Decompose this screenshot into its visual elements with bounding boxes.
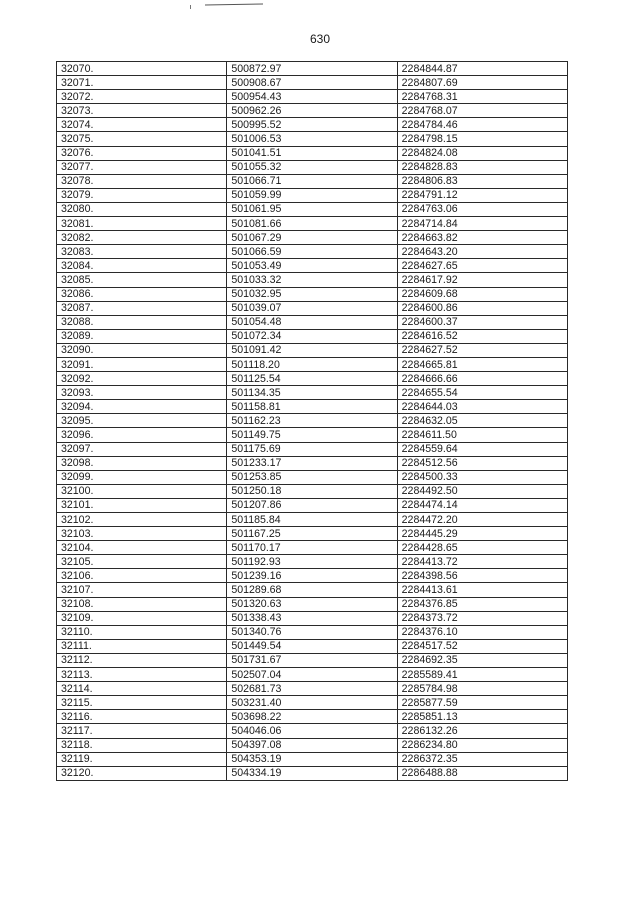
y-coordinate-cell: 2284627.52 bbox=[397, 343, 567, 357]
y-coordinate-cell: 2284714.84 bbox=[397, 217, 567, 231]
table-row bbox=[57, 90, 568, 104]
x-coordinate-cell: 501250.18 bbox=[227, 484, 397, 498]
x-coordinate-cell: 501033.32 bbox=[227, 273, 397, 287]
y-coordinate-cell: 2284500.33 bbox=[397, 470, 567, 484]
point-number-cell: 32079. bbox=[57, 188, 227, 202]
table-row bbox=[57, 484, 568, 498]
y-coordinate-cell: 2286234.80 bbox=[397, 738, 567, 752]
table-row bbox=[57, 625, 568, 639]
x-coordinate-cell: 501006.53 bbox=[227, 132, 397, 146]
y-coordinate-cell: 2284512.56 bbox=[397, 456, 567, 470]
coordinates-table-body bbox=[57, 62, 568, 781]
y-coordinate-cell: 2284517.52 bbox=[397, 639, 567, 653]
point-number-cell: 32116. bbox=[57, 710, 227, 724]
point-number-cell: 32113. bbox=[57, 668, 227, 682]
y-coordinate-cell: 2286488.88 bbox=[397, 766, 567, 780]
x-coordinate-cell: 501338.43 bbox=[227, 611, 397, 625]
y-coordinate-cell: 2284663.82 bbox=[397, 231, 567, 245]
coordinates-table bbox=[56, 61, 568, 781]
x-coordinate-cell: 504046.06 bbox=[227, 724, 397, 738]
y-coordinate-cell: 2284643.20 bbox=[397, 245, 567, 259]
x-coordinate-cell: 501320.63 bbox=[227, 597, 397, 611]
x-coordinate-cell: 503231.40 bbox=[227, 696, 397, 710]
x-coordinate-cell: 501134.35 bbox=[227, 386, 397, 400]
x-coordinate-cell: 501125.54 bbox=[227, 372, 397, 386]
x-coordinate-cell: 501340.76 bbox=[227, 625, 397, 639]
y-coordinate-cell: 2284413.61 bbox=[397, 583, 567, 597]
point-number-cell: 32083. bbox=[57, 245, 227, 259]
point-number-cell: 32097. bbox=[57, 442, 227, 456]
table-row bbox=[57, 541, 568, 555]
point-number-cell: 32104. bbox=[57, 541, 227, 555]
y-coordinate-cell: 2284474.14 bbox=[397, 498, 567, 512]
table-row bbox=[57, 329, 568, 343]
point-number-cell: 32092. bbox=[57, 372, 227, 386]
point-number-cell: 32107. bbox=[57, 583, 227, 597]
table-row bbox=[57, 132, 568, 146]
x-coordinate-cell: 501289.68 bbox=[227, 583, 397, 597]
table-row bbox=[57, 76, 568, 90]
table-row bbox=[57, 442, 568, 456]
table-row bbox=[57, 456, 568, 470]
y-coordinate-cell: 2284824.08 bbox=[397, 146, 567, 160]
point-number-cell: 32070. bbox=[57, 62, 227, 76]
x-coordinate-cell: 501055.32 bbox=[227, 160, 397, 174]
x-coordinate-cell: 501449.54 bbox=[227, 639, 397, 653]
y-coordinate-cell: 2284806.83 bbox=[397, 174, 567, 188]
y-coordinate-cell: 2284768.07 bbox=[397, 104, 567, 118]
table-row bbox=[57, 188, 568, 202]
table-row bbox=[57, 146, 568, 160]
table-row bbox=[57, 414, 568, 428]
point-number-cell: 32076. bbox=[57, 146, 227, 160]
table-row bbox=[57, 245, 568, 259]
y-coordinate-cell: 2284445.29 bbox=[397, 527, 567, 541]
point-number-cell: 32108. bbox=[57, 597, 227, 611]
table-row bbox=[57, 62, 568, 76]
point-number-cell: 32109. bbox=[57, 611, 227, 625]
point-number-cell: 32078. bbox=[57, 174, 227, 188]
table-row bbox=[57, 583, 568, 597]
x-coordinate-cell: 501041.51 bbox=[227, 146, 397, 160]
x-coordinate-cell: 500962.26 bbox=[227, 104, 397, 118]
x-coordinate-cell: 501185.84 bbox=[227, 513, 397, 527]
point-number-cell: 32098. bbox=[57, 456, 227, 470]
table-row bbox=[57, 372, 568, 386]
y-coordinate-cell: 2284376.10 bbox=[397, 625, 567, 639]
y-coordinate-cell: 2285851.13 bbox=[397, 710, 567, 724]
point-number-cell: 32096. bbox=[57, 428, 227, 442]
table-row bbox=[57, 231, 568, 245]
x-coordinate-cell: 501167.25 bbox=[227, 527, 397, 541]
x-coordinate-cell: 500908.67 bbox=[227, 76, 397, 90]
point-number-cell: 32072. bbox=[57, 90, 227, 104]
x-coordinate-cell: 500995.52 bbox=[227, 118, 397, 132]
x-coordinate-cell: 503698.22 bbox=[227, 710, 397, 724]
y-coordinate-cell: 2284784.46 bbox=[397, 118, 567, 132]
scan-artifact-tick bbox=[190, 5, 191, 9]
x-coordinate-cell: 501731.67 bbox=[227, 653, 397, 667]
point-number-cell: 32071. bbox=[57, 76, 227, 90]
y-coordinate-cell: 2284398.56 bbox=[397, 569, 567, 583]
point-number-cell: 32100. bbox=[57, 484, 227, 498]
x-coordinate-cell: 501162.23 bbox=[227, 414, 397, 428]
x-coordinate-cell: 501149.75 bbox=[227, 428, 397, 442]
table-row bbox=[57, 273, 568, 287]
table-row bbox=[57, 724, 568, 738]
x-coordinate-cell: 501091.42 bbox=[227, 343, 397, 357]
x-coordinate-cell: 501192.93 bbox=[227, 555, 397, 569]
y-coordinate-cell: 2284376.85 bbox=[397, 597, 567, 611]
y-coordinate-cell: 2284768.31 bbox=[397, 90, 567, 104]
point-number-cell: 32112. bbox=[57, 653, 227, 667]
x-coordinate-cell: 501081.66 bbox=[227, 217, 397, 231]
y-coordinate-cell: 2284627.65 bbox=[397, 259, 567, 273]
y-coordinate-cell: 2284472.20 bbox=[397, 513, 567, 527]
point-number-cell: 32087. bbox=[57, 301, 227, 315]
y-coordinate-cell: 2284492.50 bbox=[397, 484, 567, 498]
x-coordinate-cell: 501253.85 bbox=[227, 470, 397, 484]
y-coordinate-cell: 2284600.37 bbox=[397, 315, 567, 329]
point-number-cell: 32106. bbox=[57, 569, 227, 583]
table-row bbox=[57, 357, 568, 371]
page-number: 630 bbox=[309, 32, 331, 46]
point-number-cell: 32073. bbox=[57, 104, 227, 118]
y-coordinate-cell: 2285589.41 bbox=[397, 668, 567, 682]
x-coordinate-cell: 501233.17 bbox=[227, 456, 397, 470]
y-coordinate-cell: 2286132.26 bbox=[397, 724, 567, 738]
point-number-cell: 32084. bbox=[57, 259, 227, 273]
y-coordinate-cell: 2284692.35 bbox=[397, 653, 567, 667]
point-number-cell: 32110. bbox=[57, 625, 227, 639]
point-number-cell: 32091. bbox=[57, 357, 227, 371]
x-coordinate-cell: 501039.07 bbox=[227, 301, 397, 315]
y-coordinate-cell: 2284828.83 bbox=[397, 160, 567, 174]
table-row bbox=[57, 766, 568, 780]
point-number-cell: 32074. bbox=[57, 118, 227, 132]
point-number-cell: 32102. bbox=[57, 513, 227, 527]
table-row bbox=[57, 513, 568, 527]
point-number-cell: 32077. bbox=[57, 160, 227, 174]
y-coordinate-cell: 2286372.35 bbox=[397, 752, 567, 766]
table-row bbox=[57, 696, 568, 710]
table-row bbox=[57, 639, 568, 653]
x-coordinate-cell: 504353.19 bbox=[227, 752, 397, 766]
point-number-cell: 32111. bbox=[57, 639, 227, 653]
x-coordinate-cell: 501170.17 bbox=[227, 541, 397, 555]
table-row bbox=[57, 217, 568, 231]
table-row bbox=[57, 287, 568, 301]
x-coordinate-cell: 500872.97 bbox=[227, 62, 397, 76]
x-coordinate-cell: 501067.29 bbox=[227, 231, 397, 245]
y-coordinate-cell: 2284844.87 bbox=[397, 62, 567, 76]
point-number-cell: 32115. bbox=[57, 696, 227, 710]
x-coordinate-cell: 501061.95 bbox=[227, 202, 397, 216]
x-coordinate-cell: 501207.86 bbox=[227, 498, 397, 512]
x-coordinate-cell: 501158.81 bbox=[227, 400, 397, 414]
x-coordinate-cell: 501066.59 bbox=[227, 245, 397, 259]
point-number-cell: 32081. bbox=[57, 217, 227, 231]
y-coordinate-cell: 2284616.52 bbox=[397, 329, 567, 343]
table-row bbox=[57, 710, 568, 724]
point-number-cell: 32088. bbox=[57, 315, 227, 329]
y-coordinate-cell: 2284428.65 bbox=[397, 541, 567, 555]
x-coordinate-cell: 501072.34 bbox=[227, 329, 397, 343]
table-row bbox=[57, 343, 568, 357]
point-number-cell: 32101. bbox=[57, 498, 227, 512]
table-row bbox=[57, 682, 568, 696]
x-coordinate-cell: 501054.48 bbox=[227, 315, 397, 329]
x-coordinate-cell: 501175.69 bbox=[227, 442, 397, 456]
point-number-cell: 32075. bbox=[57, 132, 227, 146]
point-number-cell: 32086. bbox=[57, 287, 227, 301]
table-row bbox=[57, 752, 568, 766]
y-coordinate-cell: 2284373.72 bbox=[397, 611, 567, 625]
table-row bbox=[57, 301, 568, 315]
point-number-cell: 32105. bbox=[57, 555, 227, 569]
table-row bbox=[57, 597, 568, 611]
y-coordinate-cell: 2285784.98 bbox=[397, 682, 567, 696]
x-coordinate-cell: 501032.95 bbox=[227, 287, 397, 301]
x-coordinate-cell: 501066.71 bbox=[227, 174, 397, 188]
table-row bbox=[57, 118, 568, 132]
y-coordinate-cell: 2284632.05 bbox=[397, 414, 567, 428]
table-row bbox=[57, 555, 568, 569]
point-number-cell: 32082. bbox=[57, 231, 227, 245]
table-row bbox=[57, 174, 568, 188]
x-coordinate-cell: 502681.73 bbox=[227, 682, 397, 696]
y-coordinate-cell: 2284655.54 bbox=[397, 386, 567, 400]
table-row bbox=[57, 400, 568, 414]
y-coordinate-cell: 2284611.50 bbox=[397, 428, 567, 442]
table-row bbox=[57, 668, 568, 682]
point-number-cell: 32080. bbox=[57, 202, 227, 216]
x-coordinate-cell: 501059.99 bbox=[227, 188, 397, 202]
point-number-cell: 32117. bbox=[57, 724, 227, 738]
y-coordinate-cell: 2284617.92 bbox=[397, 273, 567, 287]
point-number-cell: 32085. bbox=[57, 273, 227, 287]
table-row bbox=[57, 569, 568, 583]
table-row bbox=[57, 738, 568, 752]
table-row bbox=[57, 653, 568, 667]
table-row bbox=[57, 386, 568, 400]
y-coordinate-cell: 2284807.69 bbox=[397, 76, 567, 90]
point-number-cell: 32090. bbox=[57, 343, 227, 357]
point-number-cell: 32093. bbox=[57, 386, 227, 400]
x-coordinate-cell: 501118.20 bbox=[227, 357, 397, 371]
point-number-cell: 32099. bbox=[57, 470, 227, 484]
y-coordinate-cell: 2284559.64 bbox=[397, 442, 567, 456]
y-coordinate-cell: 2284791.12 bbox=[397, 188, 567, 202]
table-row bbox=[57, 202, 568, 216]
table-row bbox=[57, 498, 568, 512]
table-row bbox=[57, 160, 568, 174]
y-coordinate-cell: 2284666.66 bbox=[397, 372, 567, 386]
scan-artifact-line bbox=[205, 3, 263, 5]
x-coordinate-cell: 501053.49 bbox=[227, 259, 397, 273]
table-row bbox=[57, 315, 568, 329]
x-coordinate-cell: 501239.16 bbox=[227, 569, 397, 583]
y-coordinate-cell: 2284600.86 bbox=[397, 301, 567, 315]
table-row bbox=[57, 611, 568, 625]
y-coordinate-cell: 2284798.15 bbox=[397, 132, 567, 146]
table-row bbox=[57, 428, 568, 442]
y-coordinate-cell: 2284609.68 bbox=[397, 287, 567, 301]
y-coordinate-cell: 2284644.03 bbox=[397, 400, 567, 414]
y-coordinate-cell: 2284413.72 bbox=[397, 555, 567, 569]
x-coordinate-cell: 504397.08 bbox=[227, 738, 397, 752]
table-row bbox=[57, 104, 568, 118]
point-number-cell: 32114. bbox=[57, 682, 227, 696]
table-row bbox=[57, 527, 568, 541]
point-number-cell: 32119. bbox=[57, 752, 227, 766]
x-coordinate-cell: 500954.43 bbox=[227, 90, 397, 104]
x-coordinate-cell: 502507.04 bbox=[227, 668, 397, 682]
x-coordinate-cell: 504334.19 bbox=[227, 766, 397, 780]
table-row bbox=[57, 259, 568, 273]
point-number-cell: 32103. bbox=[57, 527, 227, 541]
point-number-cell: 32120. bbox=[57, 766, 227, 780]
y-coordinate-cell: 2284665.81 bbox=[397, 357, 567, 371]
point-number-cell: 32118. bbox=[57, 738, 227, 752]
y-coordinate-cell: 2284763.06 bbox=[397, 202, 567, 216]
point-number-cell: 32094. bbox=[57, 400, 227, 414]
table-row bbox=[57, 470, 568, 484]
point-number-cell: 32095. bbox=[57, 414, 227, 428]
point-number-cell: 32089. bbox=[57, 329, 227, 343]
y-coordinate-cell: 2285877.59 bbox=[397, 696, 567, 710]
